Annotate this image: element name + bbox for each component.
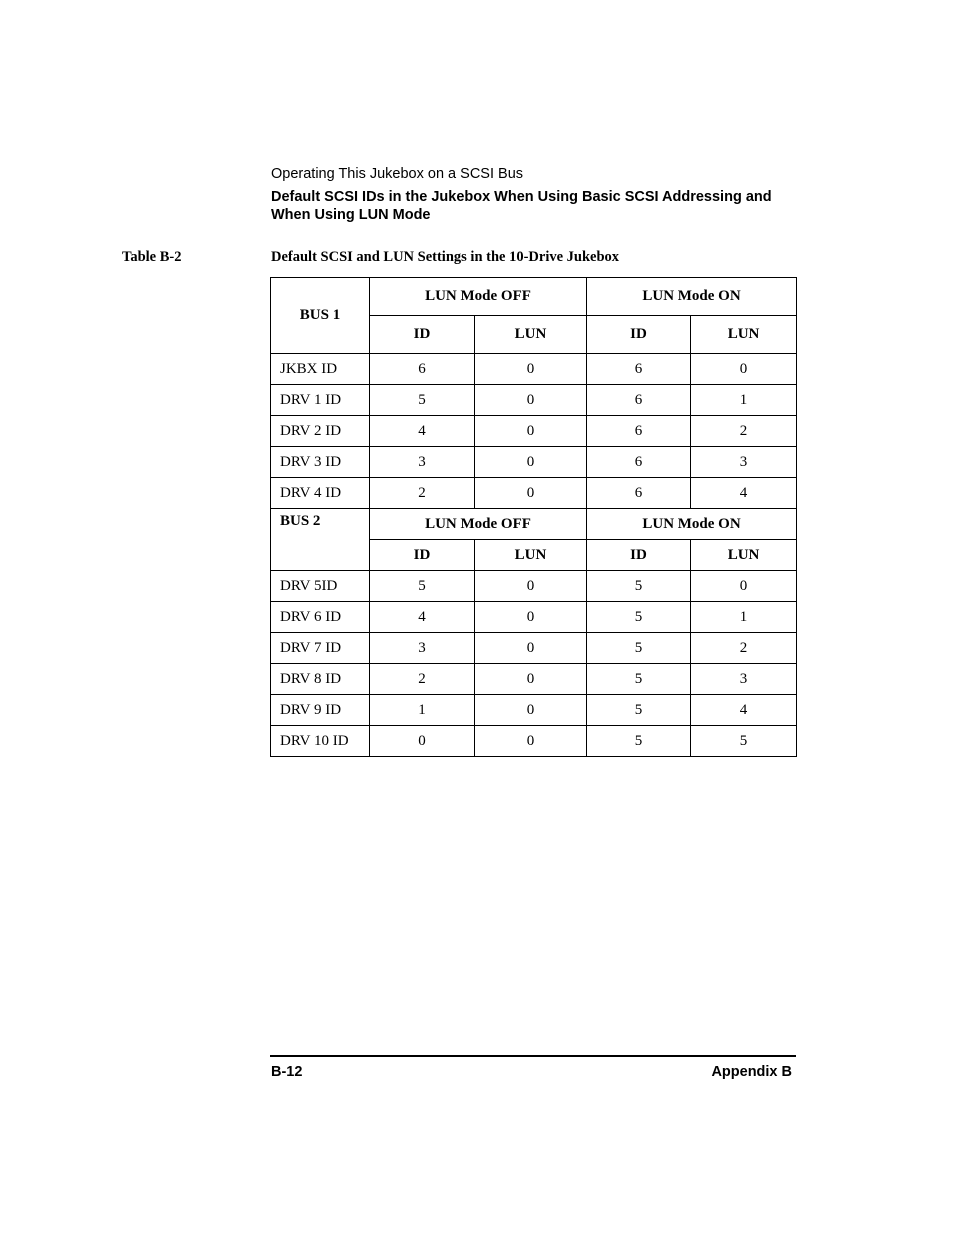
table-cell: 5 <box>587 571 691 602</box>
bus2-off-id-header: ID <box>370 540 475 571</box>
row-label: DRV 3 ID <box>271 447 370 478</box>
row-label: JKBX ID <box>271 354 370 385</box>
table-cell: 1 <box>691 602 797 633</box>
table-row <box>271 447 797 478</box>
table-cell: 0 <box>475 571 587 602</box>
table-number: Table B-2 <box>122 249 182 265</box>
table-cell: 0 <box>370 726 475 757</box>
table-cell: 3 <box>691 664 797 695</box>
bus1-group-header-row <box>271 278 797 316</box>
table-cell: 0 <box>475 602 587 633</box>
page-number: B-12 <box>271 1064 303 1080</box>
table-cell: 2 <box>370 664 475 695</box>
scsi-settings-table <box>270 277 797 757</box>
table-row <box>271 571 797 602</box>
table-cell: 4 <box>370 602 475 633</box>
table-cell: 1 <box>370 695 475 726</box>
table-cell: 5 <box>587 602 691 633</box>
table-row <box>271 416 797 447</box>
table-cell: 2 <box>370 478 475 509</box>
appendix-label: Appendix B <box>711 1064 792 1080</box>
table-cell: 0 <box>475 385 587 416</box>
table-cell: 5 <box>587 695 691 726</box>
table-cell: 0 <box>475 354 587 385</box>
row-label: DRV 8 ID <box>271 664 370 695</box>
row-label: DRV 6 ID <box>271 602 370 633</box>
table-cell: 5 <box>587 633 691 664</box>
bus1-off-id-header: ID <box>370 316 475 354</box>
running-head: Operating This Jukebox on a SCSI Bus <box>271 166 524 182</box>
table-cell: 4 <box>691 478 797 509</box>
section-title: Default SCSI IDs in the Jukebox When Using Basic SCSI Addressing and When Using LUN Mode <box>271 189 772 223</box>
bus2-group-header-row <box>271 509 797 540</box>
bus1-on-lun-header: LUN <box>691 316 797 354</box>
table-cell: 5 <box>370 571 475 602</box>
table-caption: Default SCSI and LUN Settings in the 10-Drive Jukebox <box>271 249 620 265</box>
table-cell: 3 <box>691 447 797 478</box>
table-cell: 6 <box>587 354 691 385</box>
table-cell: 0 <box>475 726 587 757</box>
bus2-lun-mode-off-header: LUN Mode OFF <box>370 509 587 540</box>
bus2-label: BUS 2 <box>271 509 370 571</box>
footer-rule <box>270 1055 796 1057</box>
table-cell: 0 <box>475 478 587 509</box>
table-cell: 6 <box>587 416 691 447</box>
bus2-on-id-header: ID <box>587 540 691 571</box>
table-cell: 6 <box>587 447 691 478</box>
row-label: DRV 2 ID <box>271 416 370 447</box>
table-cell: 6 <box>370 354 475 385</box>
table-cell: 0 <box>475 633 587 664</box>
row-label: DRV 5ID <box>271 571 370 602</box>
table-cell: 4 <box>370 416 475 447</box>
table-cell: 0 <box>475 695 587 726</box>
table-row <box>271 478 797 509</box>
table-cell: 5 <box>587 726 691 757</box>
table-cell: 3 <box>370 633 475 664</box>
table-row <box>271 664 797 695</box>
bus1-off-lun-header: LUN <box>475 316 587 354</box>
bus1-lun-mode-on-header: LUN Mode ON <box>587 278 797 316</box>
row-label: DRV 1 ID <box>271 385 370 416</box>
table-row <box>271 385 797 416</box>
table-row <box>271 602 797 633</box>
bus2-on-lun-header: LUN <box>691 540 797 571</box>
table-cell: 1 <box>691 385 797 416</box>
table-cell: 2 <box>691 633 797 664</box>
table-cell: 6 <box>587 385 691 416</box>
table-row <box>271 695 797 726</box>
table-cell: 0 <box>691 354 797 385</box>
table-cell: 5 <box>370 385 475 416</box>
table-row <box>271 633 797 664</box>
table-cell: 6 <box>587 478 691 509</box>
table-cell: 2 <box>691 416 797 447</box>
table-cell: 5 <box>691 726 797 757</box>
row-label: DRV 7 ID <box>271 633 370 664</box>
table-cell: 3 <box>370 447 475 478</box>
row-label: DRV 10 ID <box>271 726 370 757</box>
row-label: DRV 9 ID <box>271 695 370 726</box>
table-cell: 0 <box>691 571 797 602</box>
bus1-lun-mode-off-header: LUN Mode OFF <box>370 278 587 316</box>
table-row <box>271 354 797 385</box>
table-row <box>271 726 797 757</box>
table-cell: 4 <box>691 695 797 726</box>
row-label: DRV 4 ID <box>271 478 370 509</box>
bus1-on-id-header: ID <box>587 316 691 354</box>
table-cell: 0 <box>475 416 587 447</box>
bus2-off-lun-header: LUN <box>475 540 587 571</box>
table-cell: 0 <box>475 664 587 695</box>
table-cell: 5 <box>587 664 691 695</box>
bus1-label: BUS 1 <box>271 278 370 354</box>
bus2-lun-mode-on-header: LUN Mode ON <box>587 509 797 540</box>
table-cell: 0 <box>475 447 587 478</box>
